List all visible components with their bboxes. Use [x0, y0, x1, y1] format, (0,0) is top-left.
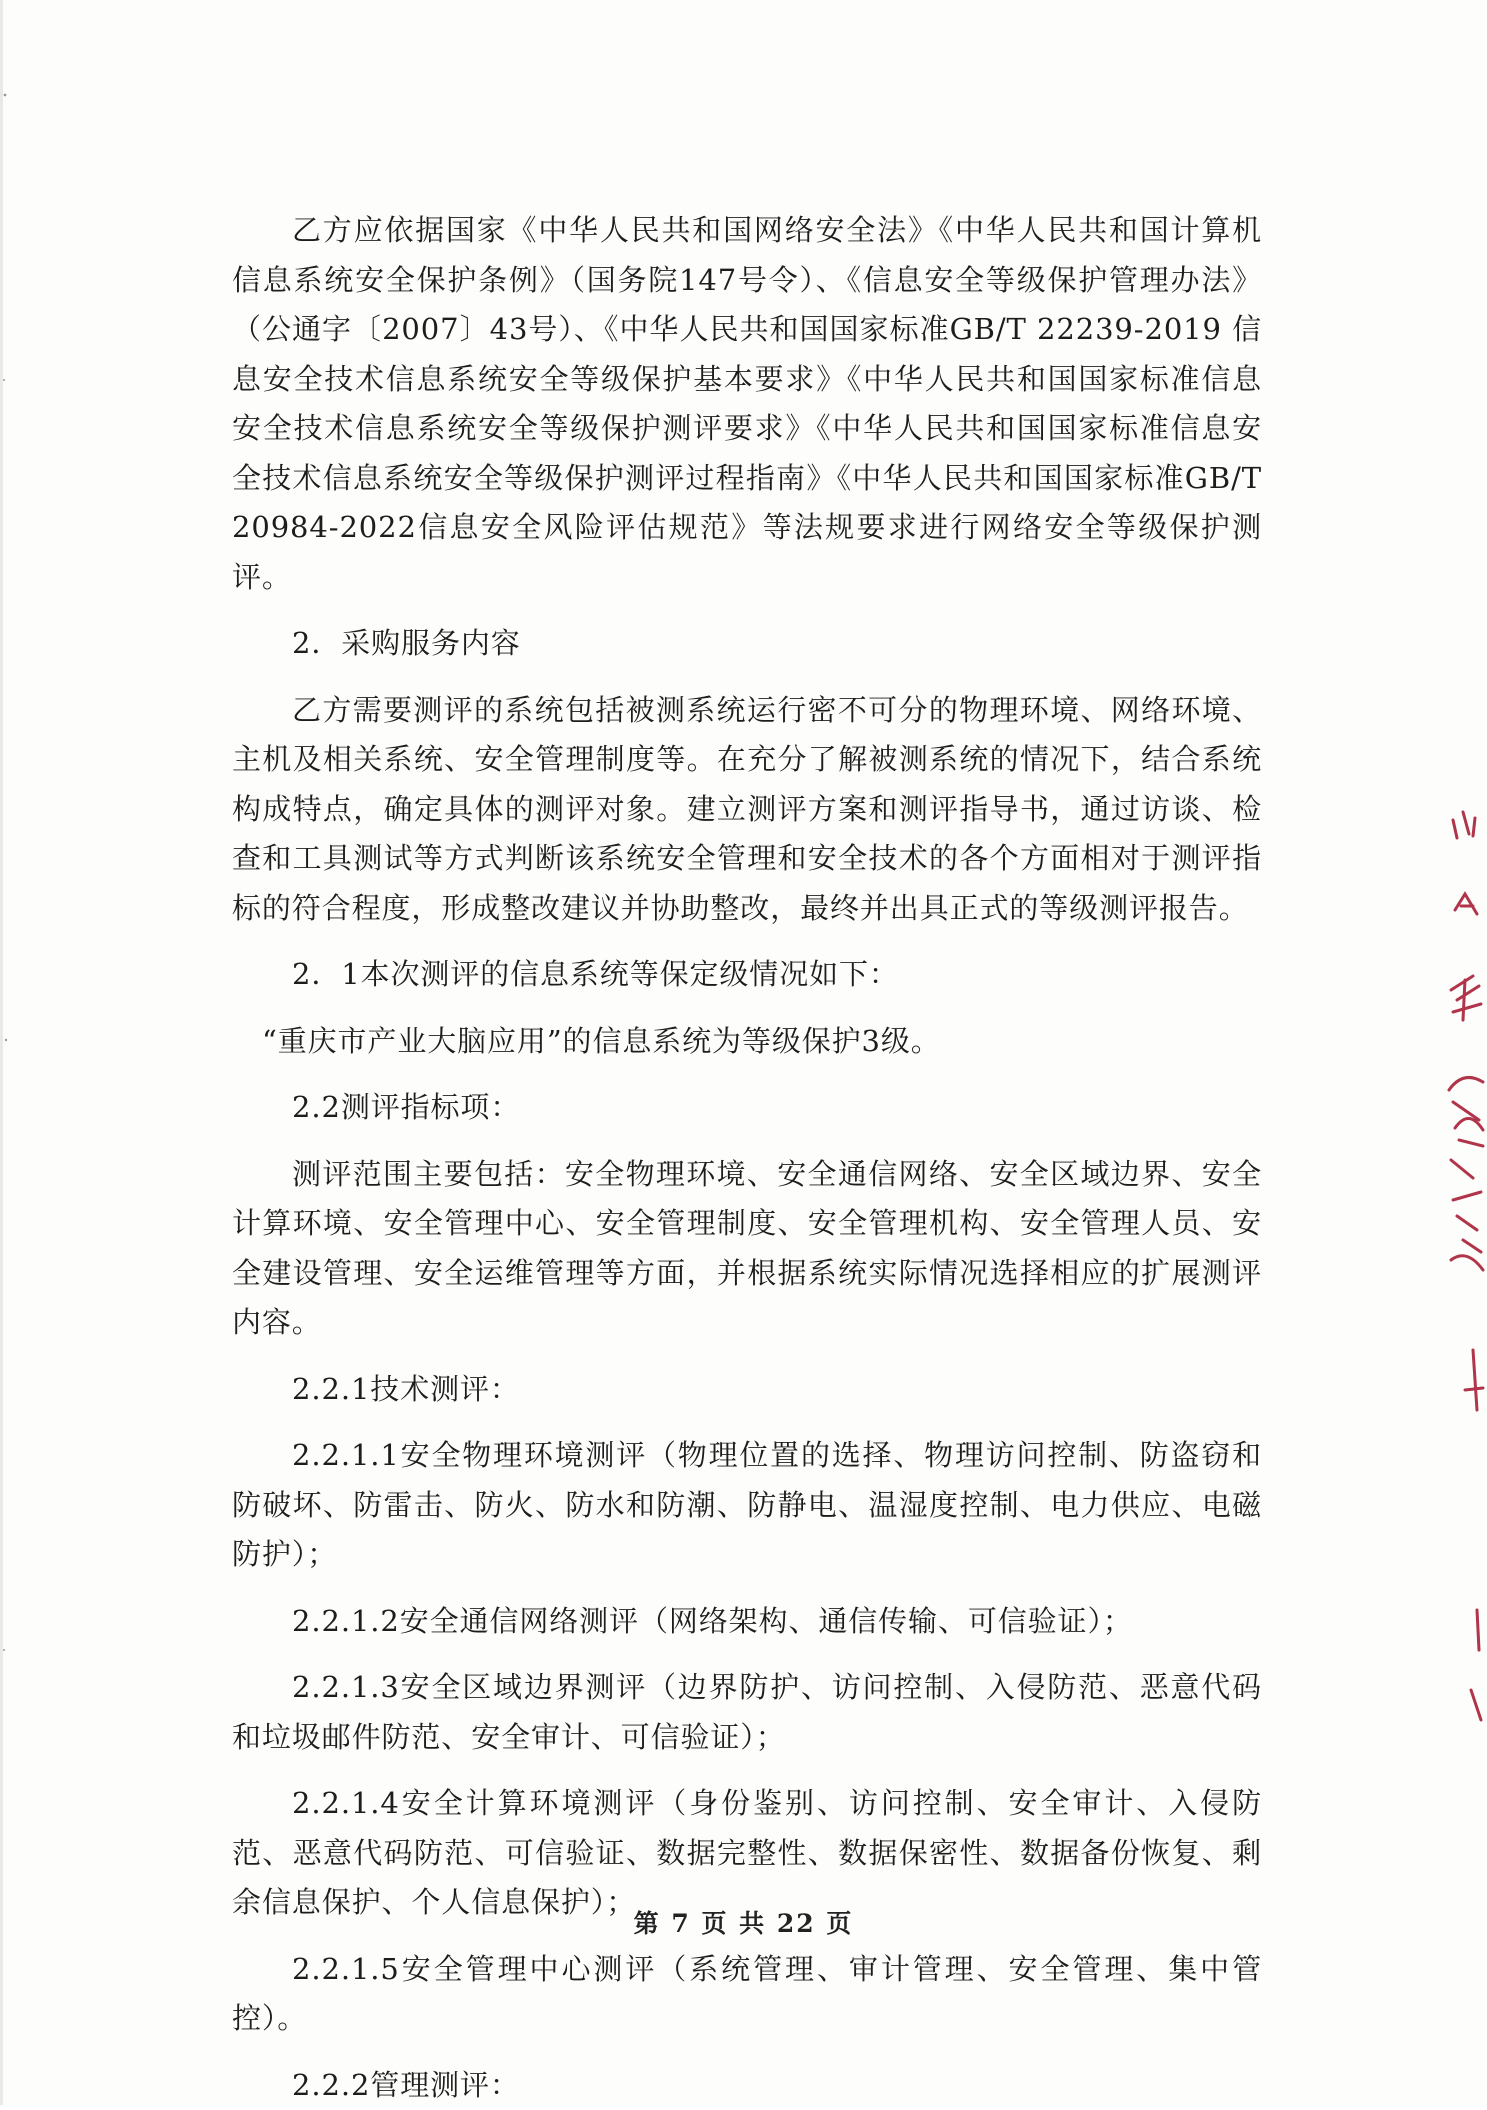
- heading-technical-eval: 2.2.1技术测评：: [232, 1365, 1262, 1415]
- heading-indicators: 2.2测评指标项：: [232, 1083, 1262, 1133]
- paragraph-indicator-range: 测评范围主要包括：安全物理环境、安全通信网络、安全区域边界、安全计算环境、安全管理中心、安全管理制度、安全管理机构、安全管理人员、安全建设管理、安全运维管理等方面，并根据系统实际情况选择相应的扩展测评内容。: [232, 1150, 1262, 1348]
- item-computing-environment: 2.2.1.4安全计算环境测评（身份鉴别、访问控制、安全审计、入侵防范、恶意代码防范、可信验证、数据完整性、数据保密性、数据备份恢复、剩余信息保护、个人信息保护）；: [232, 1779, 1262, 1928]
- item-area-boundary: 2.2.1.3安全区域边界测评（边界防护、访问控制、入侵防范、恶意代码和垃圾邮件防范、安全审计、可信验证）；: [232, 1663, 1262, 1762]
- document-body: [232, 206, 1262, 2110]
- seal-stamp-fragment: [1443, 790, 1487, 1800]
- heading-service-content: 2．采购服务内容: [232, 619, 1262, 669]
- item-communication-network: 2.2.1.2安全通信网络测评（网络架构、通信传输、可信验证）；: [232, 1597, 1262, 1647]
- heading-grading: 2．1本次测评的信息系统等保定级情况如下：: [232, 950, 1262, 1000]
- heading-management-eval: 2.2.2管理测评：: [232, 2061, 1262, 2110]
- paragraph-legal-basis: 乙方应依据国家《中华人民共和国网络安全法》《中华人民共和国计算机信息系统安全保护条例》（国务院147号令）、《信息安全等级保护管理办法》（公通字〔2007〕43号）、《中华人民共和国国家标准GB/T 22239-2019 信息安全技术信息系统安全等级保护基本要求》《中华人民共和国国家标准信息安全技术信息系统安全等级保护测评要求》《中华人民共和国国家标准信息安全技术信息系统安全等级保护测评过程指南》《中华人民共和国国家标准GB/T 20984-2022信息安全风险评估规范》等法规要求进行网络安全等级保护测评。: [232, 206, 1262, 602]
- scan-edge-shadow: [0, 0, 12, 2105]
- paragraph-grading-level: “重庆市产业大脑应用”的信息系统为等级保护3级。: [232, 1017, 1262, 1067]
- item-management-center: 2.2.1.5安全管理中心测评（系统管理、审计管理、安全管理、集中管控）。: [232, 1945, 1262, 2044]
- item-physical-environment: 2.2.1.1安全物理环境测评（物理位置的选择、物理访问控制、防盗窃和防破坏、防雷击、防火、防水和防潮、防静电、温湿度控制、电力供应、电磁防护）；: [232, 1431, 1262, 1580]
- page-footer: 第 7 页 共 22 页: [0, 1904, 1487, 1940]
- paragraph-service-scope: 乙方需要测评的系统包括被测系统运行密不可分的物理环境、网络环境、主机及相关系统、安全管理制度等。在充分了解被测系统的情况下，结合系统构成特点，确定具体的测评对象。建立测评方案和测评指导书，通过访谈、检查和工具测试等方式判断该系统安全管理和安全技术的各个方面相对于测评指标的符合程度，形成整改建议并协助整改，最终并出具正式的等级测评报告。: [232, 686, 1262, 934]
